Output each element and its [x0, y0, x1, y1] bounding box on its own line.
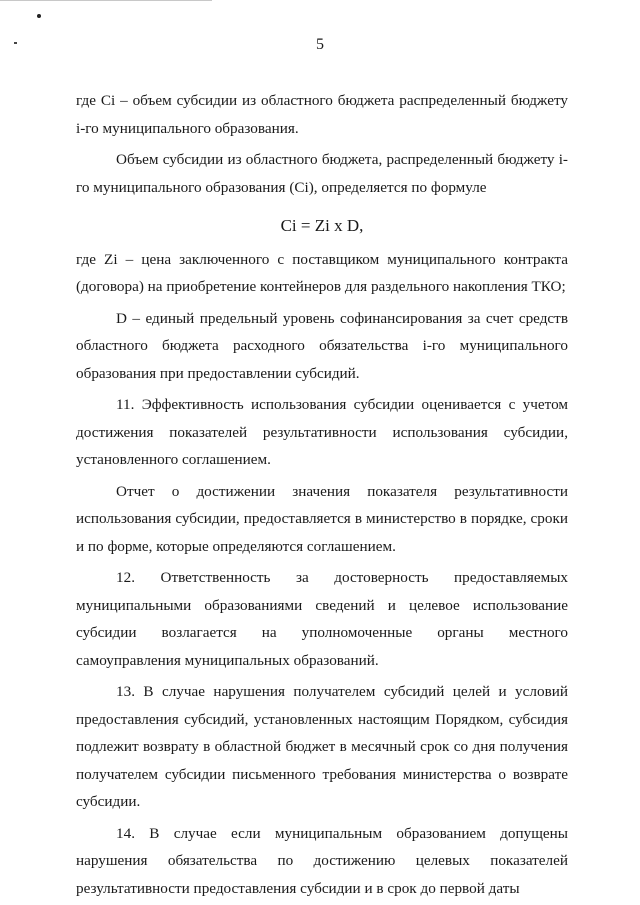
formula: Ci = Zi x D,	[280, 216, 364, 235]
paragraph-definition-ci: где Ci – объем субсидии из областного бюджета распределенный бюджету i-го муниципального образования.	[76, 92, 568, 137]
paragraph-definition-zi: где Zi – цена заключенного с поставщиком муниципального контракта (договора) на приобретение контейнеров для раздельного накопления ТКО;	[76, 250, 568, 295]
paragraph-item-13: 13. В случае нарушения получателем субсидий целей и условий предоставления субсидий, установленных настоящим Порядком, субсидия подлежит возврату в областной бюджет в месячный срок со дня получения получателем субсидии письменного требования министерства о возврате субсидии.	[76, 683, 568, 810]
paragraph-item-12: 12. Ответственность за достоверность предоставляемых муниципальными образованиями сведений и целевое использование субсидии возлагается на уполномоченные органы местного самоуправления муниципальных образований.	[76, 569, 568, 669]
paragraph-item-14: 14. В случае если муниципальным образованием допущены нарушения обязательства по достижению целевых показателей результативности предоставления субсидии и в срок до первой даты	[76, 824, 568, 897]
paragraph-definition-d: D – единый предельный уровень софинансирования за счет средств областного бюджета расходного обязательства i-го муниципального образования при предоставлении субсидий.	[76, 309, 568, 382]
paragraph-report: Отчет о достижении значения показателя результативности использования субсидии, предоставляется в министерство в порядке, сроки и по форме, которые определяются соглашением.	[76, 482, 568, 555]
scan-edge-line	[0, 0, 212, 1]
paragraph-item-11: 11. Эффективность использования субсидии оценивается с учетом достижения показателей результативности использования субсидии, установленного соглашением.	[76, 396, 568, 468]
document-body	[76, 87, 568, 902]
paragraph-subsidy-volume: Объем субсидии из областного бюджета, распределенный бюджету i-го муниципального образования (Ci), определяется по формуле	[76, 151, 568, 196]
scan-dot-mark	[37, 14, 41, 18]
page-number: 5	[316, 36, 324, 53]
